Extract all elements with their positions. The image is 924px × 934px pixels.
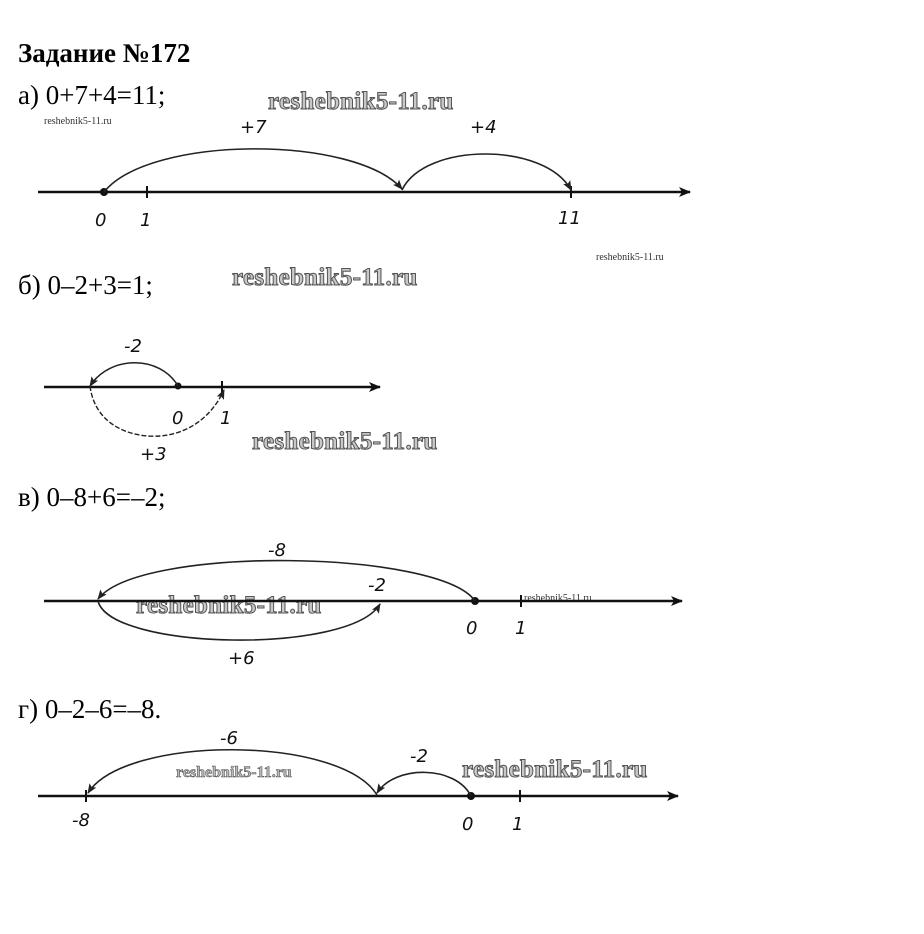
tick-label-1-v: 1 [515,618,527,639]
arc-plus7 [104,149,402,192]
watermark-g1: reshebnik5-11.ru [176,764,292,781]
equation-v: в) 0–8+6=–2; [18,482,166,512]
number-line-a [38,117,690,231]
label-minus2-g: -2 [410,746,428,767]
watermark-small-a2: reshebnik5-11.ru [596,252,664,263]
watermark-small-v: reshebnik5-11.ru [524,593,592,604]
watermark-b1: reshebnik5-11.ru [232,264,418,291]
label-plus7: +7 [240,117,267,138]
tick-label-0-g: 0 [462,814,474,835]
number-line-v [44,540,682,669]
tick-label-1-a: 1 [140,210,152,231]
arc-minus2 [90,363,178,386]
number-line-b [44,336,380,465]
label-plus6: +6 [228,648,255,669]
watermark-v1: reshebnik5-11.ru [136,592,322,619]
watermark-g2: reshebnik5-11.ru [462,756,648,783]
arc-plus4 [402,154,571,190]
label-minus6: -6 [220,728,238,749]
arc-plus6 [98,601,380,640]
arc-plus3 [90,386,224,436]
label-minus8: -8 [268,540,286,561]
label-plus4: +4 [470,117,497,138]
number-line-g [38,728,678,835]
watermark-b2: reshebnik5-11.ru [252,428,438,455]
tick-label-0-b: 0 [172,408,184,429]
equation-g: г) 0–2–6=–8. [18,694,162,724]
tick-label-1-b: 1 [220,408,232,429]
label-plus3-b: +3 [140,444,167,465]
arc-minus2-g [377,772,471,796]
watermark-a: reshebnik5-11.ru [268,88,454,115]
watermark-small-a: reshebnik5-11.ru [44,116,112,127]
label-minus2-b: -2 [124,336,142,357]
tick-label-1-g: 1 [512,814,524,835]
tick-label-11-a: 11 [558,208,581,229]
tick-label-0-a: 0 [95,210,107,231]
tick-label-minus8: -8 [72,810,90,831]
arc-minus6 [88,750,377,795]
tick-label-0-v: 0 [466,618,478,639]
equation-b: б) 0–2+3=1; [18,270,153,300]
arc-minus8 [98,561,475,601]
task-title: Задание №172 [18,38,191,68]
label-minus2-v: -2 [368,575,386,596]
equation-a: а) 0+7+4=11; [18,80,166,110]
